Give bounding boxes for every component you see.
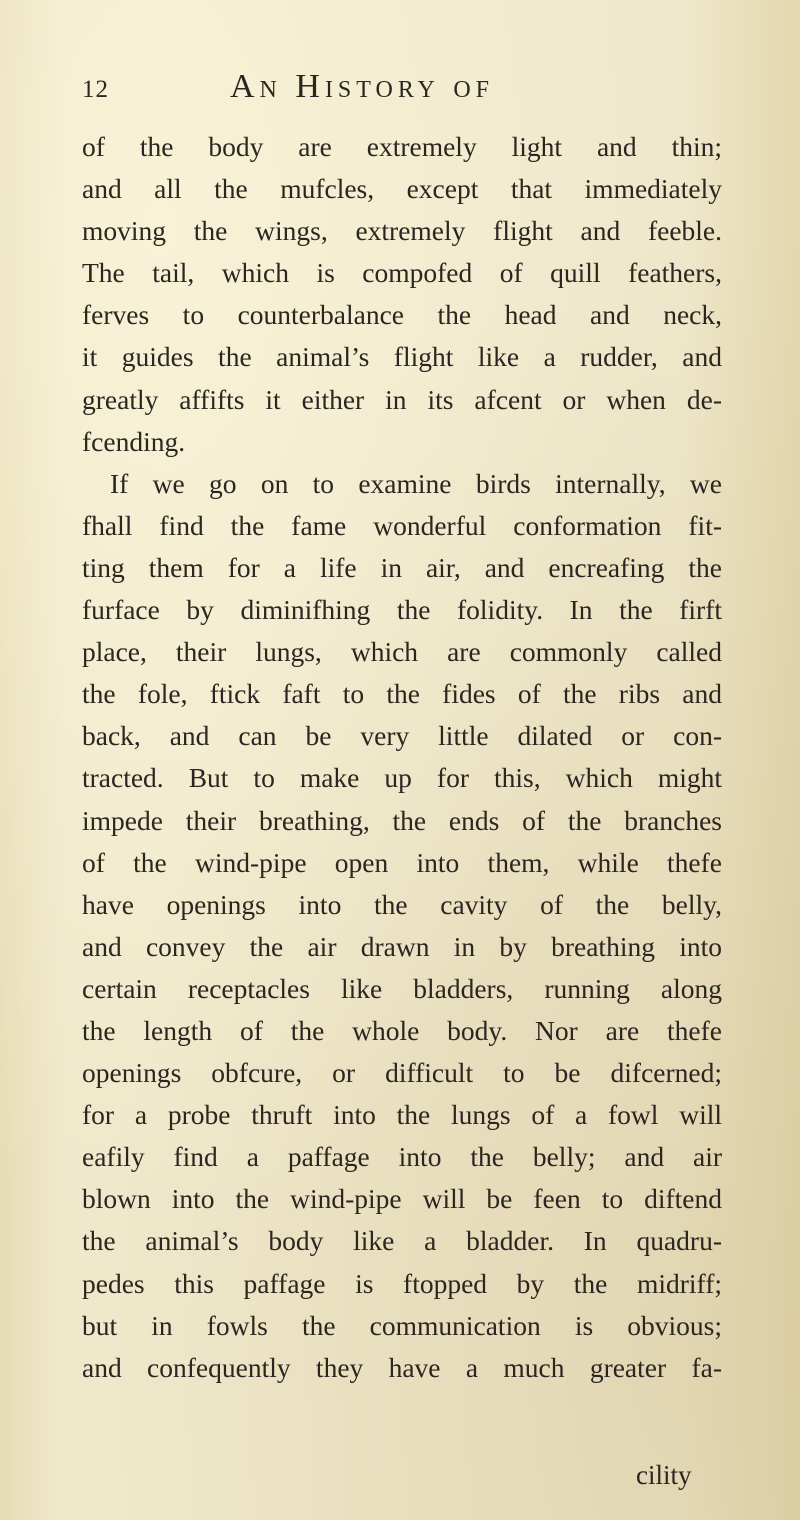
text-line: but in fowls the communication is obvious; xyxy=(82,1309,722,1341)
text-line: and all the mufcles, except that immediately xyxy=(82,173,722,205)
text-line: moving the wings, extremely flight and feeble. xyxy=(82,215,722,247)
text-line: the length of the whole body. Nor are thefe xyxy=(82,1014,722,1046)
text-line: for a probe thruft into the lungs of a fowl will xyxy=(82,1099,722,1131)
text-line: have openings into the cavity of the belly, xyxy=(82,888,722,920)
text-line: and convey the air drawn in by breathing into xyxy=(82,930,722,962)
text-line: it guides the animal’s flight like a rudder, and xyxy=(82,341,722,373)
text-line: greatly affifts it either in its afcent or when de- xyxy=(82,383,722,415)
page-number: 12 xyxy=(82,76,109,103)
text-line: The tail, which is compofed of quill feathers, xyxy=(82,257,722,289)
text-line: eafily find a paffage into the belly; and air xyxy=(82,1141,722,1173)
text-line: furface by diminifhing the folidity. In the firft xyxy=(82,594,722,626)
text-line: the animal’s body like a bladder. In quadru- xyxy=(82,1225,722,1257)
running-head: An History of xyxy=(230,68,495,105)
text-line: openings obfcure, or difficult to be difcerned; xyxy=(82,1057,722,1089)
text-line: place, their lungs, which are commonly called xyxy=(82,636,722,668)
body-text xyxy=(82,126,722,1389)
text-line: the fole, ftick faft to the fides of the ribs and xyxy=(82,678,722,710)
text-line: tracted. But to make up for this, which might xyxy=(82,762,722,794)
text-line: fcending. xyxy=(82,425,186,457)
text-line: of the wind-pipe open into them, while thefe xyxy=(82,846,722,878)
text-line: blown into the wind-pipe will be feen to diftend xyxy=(82,1183,722,1215)
text-line: of the body are extremely light and thin; xyxy=(82,131,722,162)
catchword: cility xyxy=(636,1460,692,1490)
text-line: impede their breathing, the ends of the branches xyxy=(82,804,722,836)
text-line: certain receptacles like bladders, running along xyxy=(82,972,722,1004)
text-line: If we go on to examine birds internally, we xyxy=(110,467,722,499)
text-line: ting them for a life in air, and encreafing the xyxy=(82,551,722,583)
text-line: pedes this paffage is ftopped by the midriff; xyxy=(82,1267,722,1299)
page-header xyxy=(82,68,722,108)
text-line: and confequently they have a much greater fa- xyxy=(82,1351,722,1383)
text-line: fhall find the fame wonderful conformation fit- xyxy=(82,509,722,541)
text-line: ferves to counterbalance the head and neck, xyxy=(82,299,722,331)
text-line: back, and can be very little dilated or con- xyxy=(82,720,722,752)
